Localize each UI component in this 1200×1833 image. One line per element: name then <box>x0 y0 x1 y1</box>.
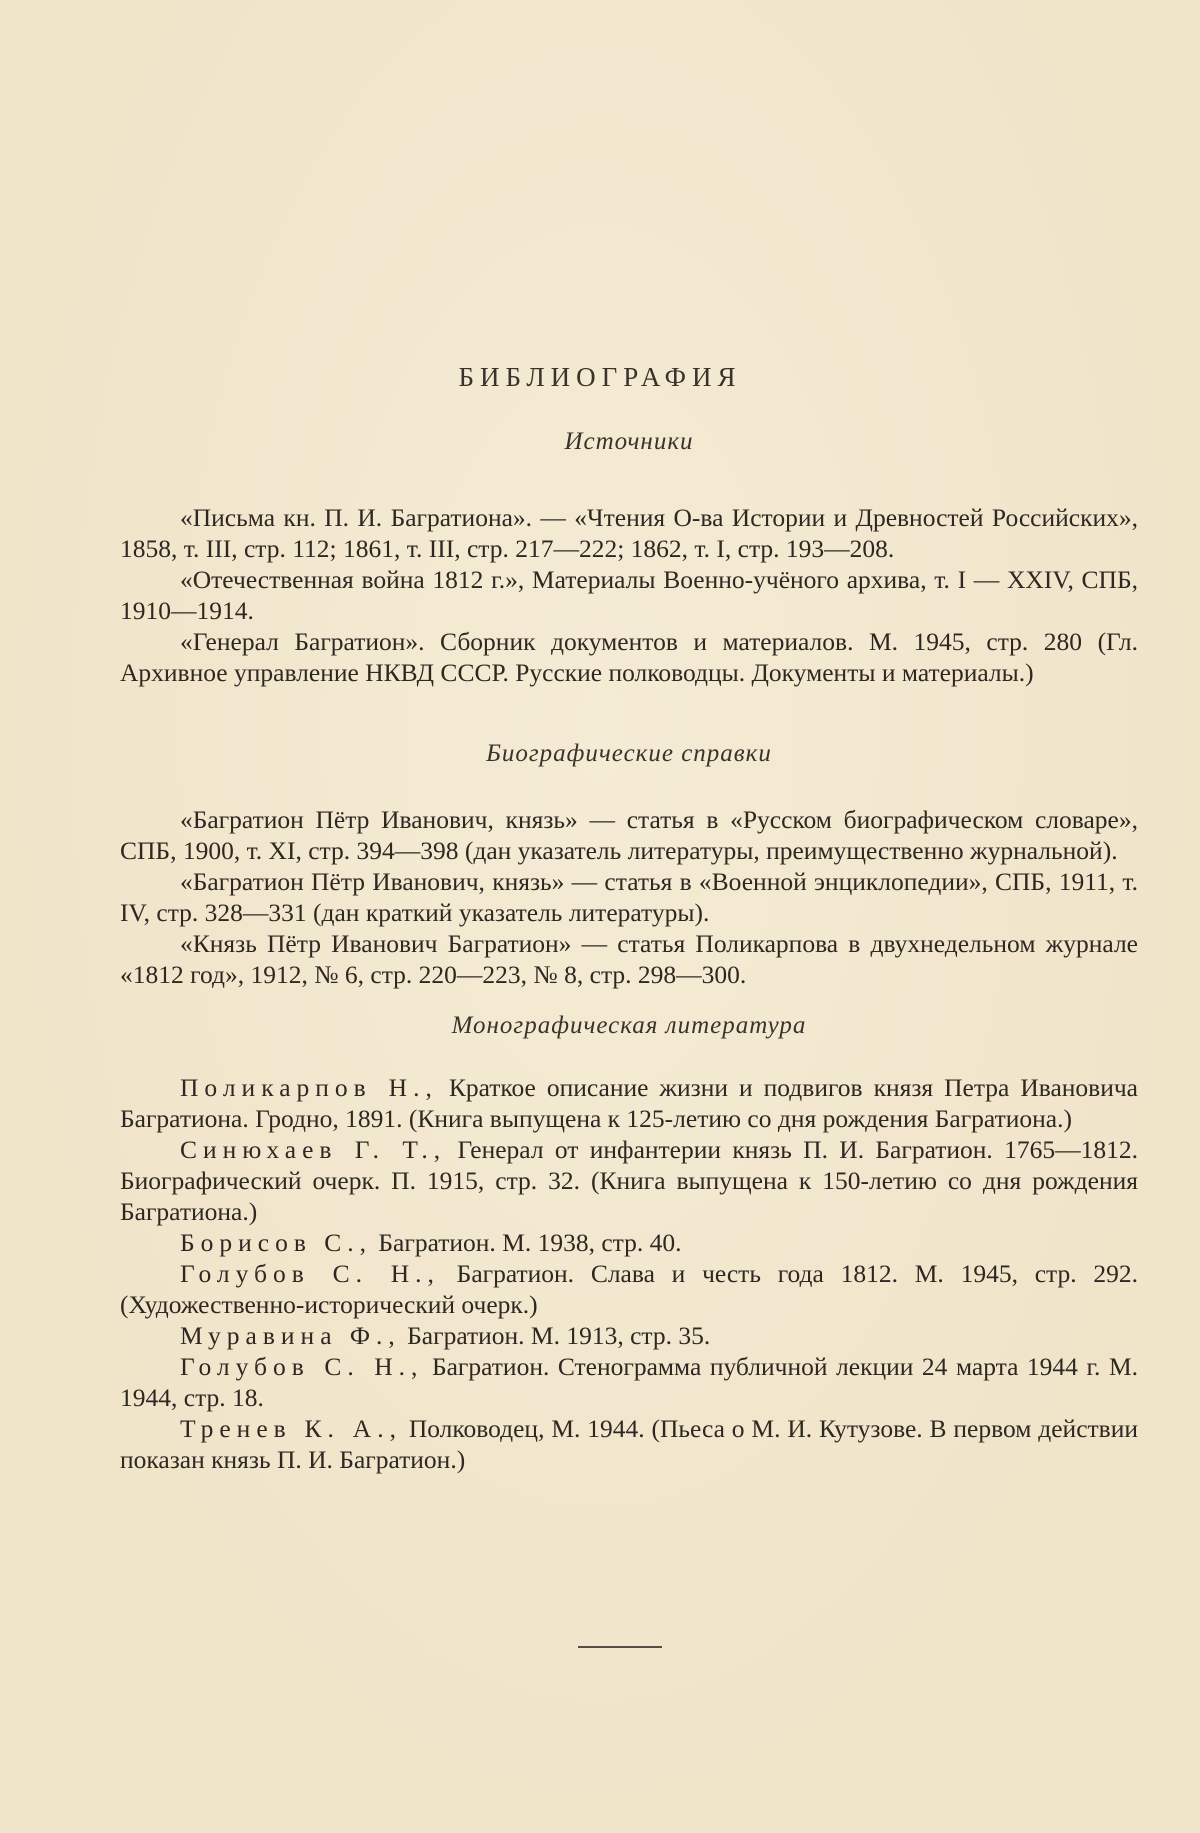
bibliography-entry: «Багратион Пётр Иванович, князь» — статья в «Военной энциклопедии», СПБ, 1911, т. IV, стр. 328—331 (дан краткий указатель литературы). <box>120 867 1138 927</box>
bibliography-entry <box>120 1258 1138 1320</box>
bibliography-entry: «Генерал Багратион». Сборник документов и материалов. М. 1945, стр. 280 (Гл. Архивное управление НКВД СССР. Русские полководцы. Документы и материалы.) <box>120 627 1138 687</box>
entry-text: Полководец, М. 1944. (Пьеса о М. И. Кутузове. В первом действии показан князь П. И. Багратион.) <box>120 1414 1138 1474</box>
section-heading-monographs: Монографическая литература <box>451 1012 807 1039</box>
entry-text: Багратион. М. 1938, стр. 40. <box>372 1228 682 1257</box>
bibliography-entry <box>120 1134 1138 1227</box>
bibliography-entry: «Князь Пётр Иванович Багратион» — статья Поликарпова в двухнедельном журнале «1812 год», 1912, № 6, стр. 220—223, № 8, стр. 298—300. <box>120 929 1138 989</box>
entry-author: Голубов С. Н., <box>180 1352 424 1381</box>
bibliography-entry <box>120 1320 1138 1351</box>
bibliography-entry: «Багратион Пётр Иванович, князь» — статья в «Русском биографическом словаре», СПБ, 1900, т. XI, стр. 394—398 (дан указатель литературы, преимущественно журнальной). <box>120 805 1138 865</box>
bibliography-entry <box>120 1072 1138 1134</box>
entry-author: Синюхаев Г. Т., <box>180 1135 447 1164</box>
entry-author: Борисов С., <box>180 1228 373 1257</box>
section-sources <box>120 428 1138 688</box>
entry-author: Голубов С. Н., <box>180 1259 440 1288</box>
entry-text: Генерал от инфантерии князь П. И. Багратион. 1765—1812. Биографический очерк. П. 1915, стр. 32. (Книга выпущена к 150-летию со дня рождения Багратиона.) <box>120 1135 1138 1226</box>
section-monographs <box>120 1012 1138 1475</box>
section-heading-biographical: Биографические справки <box>486 740 772 767</box>
entry-text: Багратион. Стенограмма публичной лекции 24 марта 1944 г. М. 1944, стр. 18. <box>120 1352 1138 1412</box>
bibliography-entry: «Отечественная война 1812 г.», Материалы Военно-учёного архива, т. I — XXIV, СПБ, 1910—1914. <box>120 565 1138 625</box>
entry-text: Багратион. М. 1913, стр. 35. <box>400 1321 711 1350</box>
entry-author: Поликарпов Н., <box>180 1073 438 1102</box>
bibliography-entry: «Письма кн. П. И. Багратиона». — «Чтения О-ва Истории и Древностей Российских», 1858, т. III, стр. 112; 1861, т. III, стр. 217—222; 1862, т. I, стр. 193—208. <box>120 503 1138 563</box>
entry-text: Краткое описание жизни и подвигов князя Петра Ивановича Багратиона. Гродно, 1891. (Книга выпущена к 125-летию со дня рождения Багратиона.) <box>120 1073 1139 1133</box>
closing-rule <box>578 1646 662 1648</box>
bibliography-entry <box>120 1351 1138 1413</box>
section-biographical <box>120 740 1138 990</box>
entry-author: Тренев К. А., <box>180 1414 402 1443</box>
section-heading-sources: Источники <box>564 428 694 455</box>
page-title: БИБЛИОГРАФИЯ <box>458 362 742 392</box>
bibliography-content <box>120 428 1138 1475</box>
bibliography-entry <box>120 1413 1138 1475</box>
bibliography-entry <box>120 1227 1138 1258</box>
entry-text: Багратион. Слава и честь года 1812. М. 1945, стр. 292. (Художественно-исторический очерк.) <box>120 1259 1138 1319</box>
entry-author: Муравина Ф., <box>180 1321 401 1350</box>
